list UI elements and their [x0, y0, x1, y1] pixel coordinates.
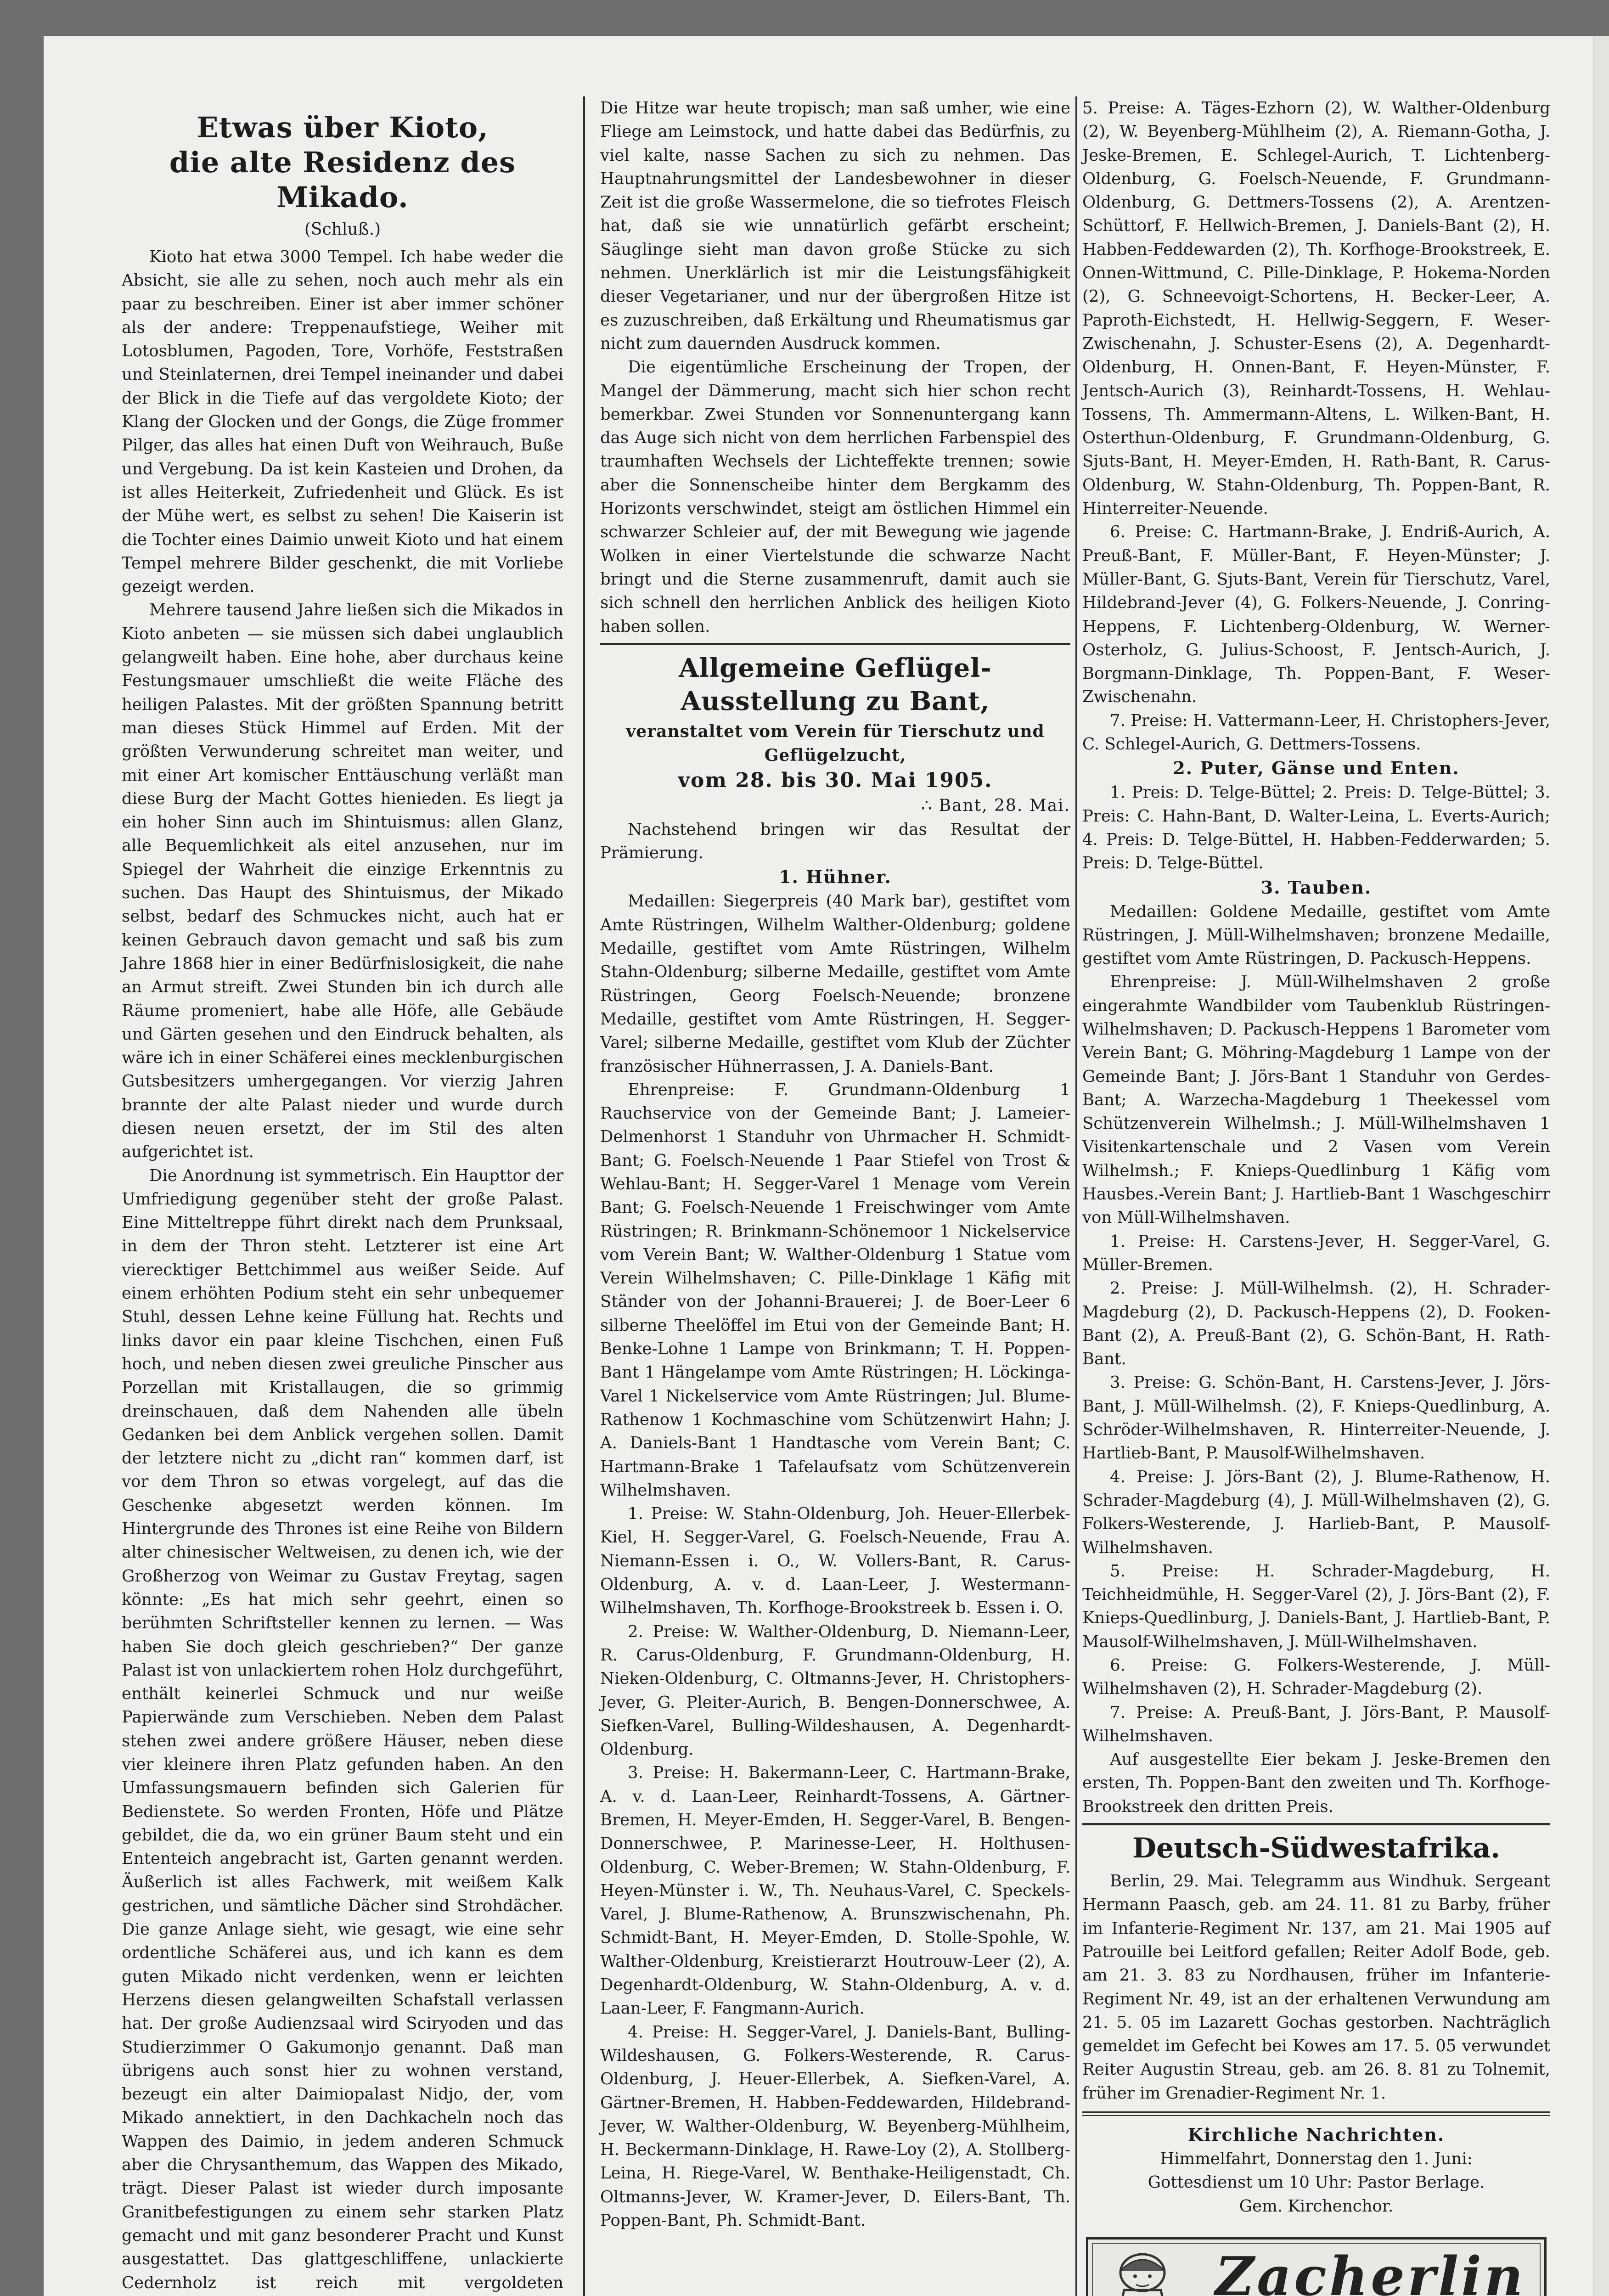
- award-paragraph: Ehrenpreise: F. Grundmann-Oldenburg 1 Rauchservice von der Gemeinde Bant; J. Lameier-Delmenhorst 1 Standuhr von Uhrmacher H. Schmidt-Bant; G. Foelsch-Neuende 1 Paar Stiefel von Trost & Wehlau-Bant; H. Segger-Varel 1 Menage vom Verein Bant; G. Foelsch-Neuende 1 Freischwinger vom Amte Rüstringen; R. Brinkmann-Schönemoor 1 Nickelservice vom Verein Bant; W. Walther-Oldenburg 1 Statue vom Verein Wilhelmshaven; C. Pille-Dinklage 1 Käfig mit Ständer von der Johanni-Brauerei; J. de Boer-Leer 6 silberne Theelöffel im Etui von der Gemeinde Bant; H. Benke-Lohne 1 Lampe von Brinkmann; T. H. Poppen-Bant 1 Hängelampe vom Amte Rüstringen; H. Löckinga-Varel 1 Nickelservice vom Amte Rüstringen; Jul. Blume-Rathenow 1 Kochmaschine vom Schützenwirt Hahn; J. A. Daniels-Bant 1 Handtasche vom Verein Bant; C. Hartmann-Brake 1 Tafelaufsatz vom Schützenverein Wilhelmshaven.: [600, 1080, 1070, 1500]
- award-paragraph: 3. Preise: H. Bakermann-Leer, C. Hartmann-Brake, A. v. d. Laan-Leer, Reinhardt-Tossens, A. Gärtner-Bremen, H. Meyer-Emden, H. Segger-Varel, B. Bengen-Donnerschwee, P. Marinesse-Leer, H. Holthusen-Oldenburg, C. Weber-Bremen; W. Stahn-Oldenburg, F. Heyen-Münster i. W., Th. Neuhaus-Varel, C. Speckels-Varel, J. Blume-Rathenow, A. Brunszwischenahn, Ph. Schmidt-Bant, H. Meyer-Emden, D. Stolle-Spohle, W. Walther-Oldenburg, Kreistierarzt Houtrouw-Leer (2), A. Degenhardt-Oldenburg, W. Stahn-Oldenburg, A. v. d. Laan-Leer, F. Fangmann-Aurich.: [600, 1763, 1070, 2018]
- award-paragraph: 3. Preise: G. Schön-Bant, H. Carstens-Jever, J. Jörs-Bant, J. Müll-Wilhelmsh. (2), F. Knieps-Quedlinburg, A. Schröder-Wilhelmshaven, R. Hinterreiter-Neuende, J. Hartlieb-Bant, P. Mausolf-Wilhelmshaven.: [1082, 1373, 1550, 1463]
- article-separator: [1082, 1823, 1550, 1825]
- column-2: [600, 96, 1070, 2296]
- section-heading-geese: 2. Puter, Gänse und Enten.: [1173, 758, 1460, 779]
- section-heading-huehner: 1. Hühner.: [779, 867, 892, 888]
- church-news-line: Himmelfahrt, Donnerstag den 1. Juni:: [1160, 2150, 1473, 2169]
- kioto-paragraph: Die eigentümliche Erscheinung der Tropen, der Mangel der Dämmerung, macht sich hier schon recht bemerkbar. Zwei Stunden vor Sonnenuntergang kann das Auge sich nicht von dem herrlichen Farbenspiel des traumhaften Wechsels der Lichteffekte trennen; sowie aber die Sonnenscheibe hinter dem Bergkamm des Horizonts verschwindet, steigt am östlichen Himmel ein schwarzer Schleier auf, der mit Bewegung wie jagende Wolken in einer Viertelstunde die schwarze Nacht bringt und die Sterne zusammenruft, damit auch sie sich schnell den herrlichen Anblick des heiligen Kioto haben sollen.: [600, 358, 1070, 636]
- column-rule: [1075, 96, 1077, 2296]
- kioto-title-line1: Etwas über Kioto,: [197, 111, 489, 144]
- adjacent-page-edge: [1593, 36, 1609, 2296]
- advert-brand: Zacherlin: [1215, 2245, 1526, 2296]
- award-paragraph: 7. Preise: H. Vattermann-Leer, H. Christophers-Jever, C. Schlegel-Aurich, G. Dettmers-Tossens.: [1082, 711, 1550, 754]
- award-paragraph: 2. Preise: W. Walther-Oldenburg, D. Niemann-Leer, R. Carus-Oldenburg, F. Grundmann-Oldenburg, H. Nieken-Oldenburg, C. Oltmanns-Jever, H. Christophers-Jever, G. Pleiter-Aurich, B. Bengen-Donnerschwee, A. Siefken-Varel, Bulling-Wildeshausen, A. Degenhardt-Oldenburg.: [600, 1622, 1070, 1759]
- award-paragraph: 2. Preise: J. Müll-Wilhelmsh. (2), H. Schrader-Magdeburg (2), D. Packusch-Heppens (2), D. Fooken-Bant (2), A. Preuß-Bant (2), G. Schön-Bant, H. Rath-Bant.: [1082, 1279, 1550, 1369]
- award-paragraph: 4. Preise: J. Jörs-Bant (2), J. Blume-Rathenow, H. Schrader-Magdeburg (4), J. Müll-Wilhelmshaven (2), G. Folkers-Westerende, J. Harlieb-Bant, P. Mausolf-Wilhelmshaven.: [1082, 1467, 1550, 1557]
- exhibition-dates: vom 28. bis 30. Mai 1905.: [678, 768, 993, 792]
- church-news-line: Gem. Kirchenchor.: [1239, 2196, 1394, 2216]
- section-heading-pigeons: 3. Tauben.: [1260, 877, 1372, 898]
- kioto-paragraph: Kioto hat etwa 3000 Tempel. Ich habe weder die Absicht, sie alle zu sehen, noch auch mehr als ein paar zu beschreiben. Einer ist aber immer schöner als der andere: Treppenaufstiege, Weiher mit Lotosblumen, Pagoden, Tore, Vorhöfe, Feststraßen und Steinlaternen, drei Tempel ineinander und dabei der Blick in die Tiefe auf das vergoldete Kioto; der Klang der Glocken und der Gongs, die Züge frommer Pilger, das alles hat einen Duft von Weihrauch, Buße und Vergebung. Da ist kein Kasteien und Drohen, da ist alles Heiterkeit, Zufriedenheit und Glück. Es ist der Mühe wert, es selbst zu sehen! Die Kaiserin ist die Tochter eines Daimio unweit Kioto und hat einem Tempel mehrere Bilder geschenkt, die mit Vorliebe gezeigt werden.: [122, 248, 563, 597]
- exhibition-organizer: veranstaltet vom Verein für Tierschutz und Geflügelzucht,: [626, 721, 1045, 765]
- zacherlin-advert: [1086, 2237, 1547, 2296]
- award-paragraph: 7. Preise: A. Preuß-Bant, J. Jörs-Bant, P. Mausolf-Wilhelmshaven.: [1082, 1703, 1550, 1745]
- exhibition-dateline: ∴ Bant, 28. Mai.: [921, 796, 1070, 815]
- award-paragraph: 5. Preise: H. Schrader-Magdeburg, H. Teichheidmühle, H. Segger-Varel (2), J. Jörs-Bant (2), F. Knieps-Quedlinburg, J. Daniels-Bant, J. Hartlieb-Bant, P. Mausolf-Wilhelmshaven, J. Müll-Wilhelmshaven.: [1082, 1561, 1550, 1651]
- column-1: [122, 96, 563, 2296]
- dsw-paragraph: Berlin, 29. Mai. Telegramm aus Windhuk. Sergeant Hermann Paasch, geb. am 24. 11. 81 zu Barby, früher im Infanterie-Regiment Nr. 137, am 21. Mai 1905 auf Patrouille bei Leitford gefallen; Reiter Adolf Bode, geb. am 21. 3. 83 zu Nordhausen, früher im Infanterie-Regiment Nr. 49, ist an der erhaltenen Verwundung am 21. 5. 05 im Lazarett Gochas gestorben. Nachträglich gemeldet im Gefecht bei Kowes am 17. 5. 05 verwundet Reiter Augustin Streau, geb. am 26. 8. 81 zu Tolnemit, früher im Grenadier-Regiment Nr. 1.: [1082, 1872, 1550, 2103]
- exhibition-title: Allgemeine Geflügel-Ausstellung zu Bant,: [679, 653, 992, 716]
- kioto-paragraph: Die Anordnung ist symmetrisch. Ein Haupttor der Umfriedigung gegenüber steht der große Palast. Eine Mitteltreppe führt direkt nach dem Prunksaal, in dem der Thron steht. Letzterer ist eine Art vierecktiger Bettchimmel aus weißer Seide. Auf einem erhöhten Podium steht ein sehr unbequemer Stuhl, dessen Lehne keine Füllung hat. Rechts und links davor ein paar kleine Tischchen, einen Fuß hoch, und neben diesen zwei greuliche Pinscher aus Porzellan mit Kristallaugen, die so grimmig dreinschauen, daß dem Nahenden alle übeln Gedanken bei dem Anblick vergehen sollen. Damit der letztere nicht zu „dicht ran“ kommen darf, ist vor dem Thron so etwas vorgelegt, auf das die Geschenke abgesetzt werden können. Im Hintergrunde des Thrones ist eine Reihe von Bildern alter chinesischer Weltweisen, zu denen ich, wie der Großherzog von Weimar zu Gustav Freytag, sagen könnte: „Es hat mich sehr geehrt, einen so berühmten Schriftsteller kennen zu lernen. — Was haben Sie doch gleich geschrieben?“ Der ganze Palast ist von unlackiertem rohen Holz durchgeführt, enthält keinerlei Schmuck und nur weiße Papierwände zum Verschieben. Neben dem Palast stehen zwei andere größere Häuser, neben diese vier kleinere ihren Platz gefunden haben. An den Umfassungsmauern befinden sich Galerien für Bedienstete. So werden Fronten, Höfe und Plätze gebildet, die da, wo ein grüner Baum steht und ein Ententeich angebracht ist, Garten genannt werden. Äußerlich ist alles Fachwerk, mit weißem Kalk gestrichen, und sämtliche Dächer sind Strohdächer. Die ganze Anlage sieht, wie gesagt, wie eine sehr ordentliche Schäferei aus, und ich kann es dem guten Mikado nicht verdenken, wenn er leichten Herzens diesen gelangweilten Schafstall verlassen hat. Der große Audienzsaal wird Sciryoden und das Studierzimmer O Gakumonjo genannt. Daß man übrigens auch sonst hier zu wohnen verstand, bezeugt ein alter Daimiopalast Nidjo, der, vom Mikado annektiert, in den Dachkacheln noch das Wappen des Daimio, in jedem anderen Schmuck aber die Chrysanthemum, das Wappen des Mikado, trägt. Dieser Palast ist wieder durch imposante Granitbefestigungen zu einem sehr starken Platz gemacht und mit ganz besonderer Pracht und Kunst ausgestattet. Das glattgeschliffene, unlackierte Cedernholz ist reich mit vergoldeten: [122, 1166, 563, 2292]
- article-separator: [600, 643, 1070, 645]
- child-illustration-icon: [1097, 2244, 1188, 2296]
- kioto-subtitle: (Schluß.): [304, 220, 381, 239]
- award-paragraph: 1. Preise: H. Carstens-Jever, H. Segger-Varel, G. Müller-Bremen.: [1082, 1232, 1550, 1274]
- exhibition-intro: Nachstehend bringen wir das Resultat der Prämierung.: [600, 820, 1070, 863]
- award-paragraph: 6. Preise: G. Folkers-Westerende, J. Müll-Wilhelmshaven (2), H. Schrader-Magdeburg (2).: [1082, 1656, 1550, 1699]
- column-rule: [583, 96, 585, 2296]
- award-paragraph: Medaillen: Siegerpreis (40 Mark bar), gestiftet vom Amte Rüstringen, Wilhelm Walther-Oldenburg; goldene Medaille, gestiftet vom Amte Rüstringen, Wilhelm Stahn-Oldenburg; silberne Medaille, gestiftet vom Amte Rüstringen, Georg Foelsch-Neuende; bronzene Medaille, gestiftet vom Amte Rüstringen, H. Segger-Varel; silberne Medaille, gestiftet vom Klub der Züchter französischer Hühnerrassen, J. A. Daniels-Bant.: [600, 892, 1070, 1076]
- kioto-paragraph: Die Hitze war heute tropisch; man saß umher, wie eine Fliege am Leimstock, und hatte dabei das Bedürfnis, zu viel kalte, nasse Sachen zu sich zu nehmen. Das Hauptnahrungsmittel der Landesbewohner in dieser Zeit ist die große Wassermelone, die so tiefrotes Fleisch hat, daß sie wie unnatürlich gefärbt erscheint; Säuglinge sieht man davon große Stücke zu sich nehmen. Unerklärlich ist mir die Leistungsfähigkeit dieser Vegetarianer, und nur der übergroßen Hitze ist es zuzuschreiben, daß Erkältung und Rheumatismus gar nicht zum dauernden Ausdruck kommen.: [600, 99, 1070, 353]
- column-3: [1082, 96, 1550, 2296]
- kioto-title-line2: die alte Residenz des Mikado.: [169, 146, 516, 214]
- church-news-line: Gottesdienst um 10 Uhr: Pastor Berlage.: [1148, 2173, 1485, 2192]
- award-paragraph: Auf ausgestellte Eier bekam J. Jeske-Bremen den ersten, Th. Poppen-Bant den zweiten und Th. Korfhoge-Brookstreek den dritten Preis.: [1082, 1750, 1550, 1816]
- award-paragraph: 5. Preise: A. Täges-Ezhorn (2), W. Walther-Oldenburg (2), W. Beyenberg-Mühlheim (2), A. Riemann-Gotha, J. Jeske-Bremen, E. Schlegel-Aurich, T. Lichtenberg-Oldenburg, G. Foelsch-Neuende, F. Grundmann-Oldenburg, G. Dettmers-Tossens (2), A. Arentzen-Schüttorf, F. Hellwich-Bremen, J. Daniels-Bant (2), H. Habben-Feddewarden (2), Th. Korfhoge-Brookstreek, E. Onnen-Wittmund, C. Pille-Dinklage, P. Hokema-Norden (2), G. Schneevoigt-Schortens, H. Becker-Leer, A. Paproth-Eichstedt, H. Hellwig-Seggern, F. Weser-Zwischenahn, J. Schuster-Esens (2), A. Degenhardt-Oldenburg, H. Onnen-Bant, F. Heyen-Münster, F. Jentsch-Aurich (3), Reinhardt-Tossens, H. Wehlau-Tossens, Th. Ammermann-Altens, L. Wilken-Bant, H. Osterthun-Oldenburg, F. Grundmann-Oldenburg, G. Sjuts-Bant, H. Meyer-Emden, H. Rath-Bant, R. Carus-Oldenburg, W. Stahn-Oldenburg, Th. Poppen-Bant, R. Hinterreiter-Neuende.: [1082, 99, 1550, 518]
- award-paragraph: Ehrenpreise: J. Müll-Wilhelmshaven 2 große eingerahmte Wandbilder vom Taubenklub Rüstringen-Wilhelmshaven; D. Packusch-Heppens 1 Barometer vom Verein Bant; G. Möhring-Magdeburg 1 Lampe von der Gemeinde Bant; J. Jörs-Bant 1 Standuhr von Gerdes-Bant; A. Warzecha-Magdeburg 1 Theekessel vom Schützenverein Wilhelmsh.; J. Müll-Wilhelmshaven 1 Visitenkartenschale und 2 Vasen vom Verein Wilhelmsh.; F. Knieps-Quedlinburg 1 Käfig vom Hausbes.-Verein Bant; J. Hartlieb-Bant 1 Waschgeschirr von Müll-Wilhelmshaven.: [1082, 973, 1550, 1227]
- award-paragraph: Medaillen: Goldene Medaille, gestiftet vom Amte Rüstringen, J. Müll-Wilhelmshaven; bronzene Medaille, gestiftet vom Amte Rüstringen, D. Packusch-Heppens.: [1082, 902, 1550, 968]
- kioto-paragraph: Mehrere tausend Jahre ließen sich die Mikados in Kioto anbeten — sie müssen sich dabei unglaublich gelangweilt haben. Eine hohe, aber durchaus keine Festungsmauer umschließt die weite Fläche des heiligen Palastes. Mit der größten Spannung betritt man dieses Stück Himmel auf Erden. Mit der größten Verwunderung schreitet man weiter, und mit einer Art komischer Enttäuschung verläßt man diese Burg der Macht Gottes hienieden. Es liegt ja ein hoher Sinn auch im Shintuismus: allen Glanz, alle Bequemlichkeit als eitel anzusehen, nur im Spiegel der Wahrheit die einzige Erkenntnis zu suchen. Das Haupt des Shintuismus, der Mikado selbst, bedarf des Schmuckes nicht, auch hat er keinen Gebrauch davon gemacht und saß bis zum Jahre 1868 hier in einer Bedürfnislosigkeit, die nahe an Armut streift. Zwei Stunden bin ich durch alle Räume promeniert, habe alle Höfe, alle Gebäude und Gärten gesehen und den Eindruck behalten, als wäre ich in einer Schäferei eines mecklenburgischen Gutsbesitzers umhergegangen. Vor vierzig Jahren brannte der alte Palast nieder und wurde durch diesen neuen ersetzt, der im Stil des alten aufgerichtet ist.: [122, 601, 563, 1162]
- award-paragraph: 6. Preise: C. Hartmann-Brake, J. Endriß-Aurich, A. Preuß-Bant, F. Müller-Bant, F. Heyen-Münster; J. Müller-Bant, G. Sjuts-Bant, Verein für Tierschutz, Varel, Hildebrand-Jever (4), G. Folkers-Neuende, J. Conring-Heppens, F. Lichtenberg-Oldenburg, W. Werner-Osterholz, G. Julius-Schoost, F. Jentsch-Aurich, J. Borgmann-Dinklage, Th. Poppen-Bant, F. Weser-Zwischenahn.: [1082, 523, 1550, 707]
- award-paragraph: 4. Preise: H. Segger-Varel, J. Daniels-Bant, Bulling-Wildeshausen, G. Folkers-Westerende, R. Carus-Oldenburg, J. Heuer-Ellerbek, A. Siefken-Varel, A. Gärtner-Bremen, H. Habben-Feddewarden, Hildebrand-Jever, W. Walther-Oldenburg, W. Beyenberg-Mühlheim, H. Beckermann-Dinklage, H. Rawe-Loy (2), A. Stollberg-Leina, H. Riege-Varel, W. Benthake-Heiligenstadt, Ch. Oltmanns-Jever, W. Kramer-Jever, D. Eilers-Bant, Th. Poppen-Bant, Ph. Schmidt-Bant.: [600, 2022, 1070, 2230]
- church-news-title: Kirchliche Nachrichten.: [1187, 2124, 1445, 2145]
- award-paragraph: 1. Preise: W. Stahn-Oldenburg, Joh. Heuer-Ellerbek-Kiel, H. Segger-Varel, G. Foelsch-Neuende, Frau A. Niemann-Essen i. O., W. Vollers-Bant, R. Carus-Oldenburg, A. v. d. Laan-Leer, J. Westermann-Wilhelmshaven, Th. Korfhoge-Brookstreek b. Essen i. O.: [600, 1504, 1070, 1618]
- article-separator: [1082, 2111, 1550, 2113]
- award-paragraph: 1. Preis: D. Telge-Büttel; 2. Preis: D. Telge-Büttel; 3. Preis: C. Hahn-Bant, D. Walter-Leina, L. Everts-Aurich; 4. Preis: D. Telge-Büttel, H. Habben-Fedderwarden; 5. Preis: D. Telge-Büttel.: [1082, 783, 1550, 873]
- article-separator: [1082, 2115, 1550, 2116]
- dsw-title: Deutsch-Südwestafrika.: [1132, 1832, 1501, 1865]
